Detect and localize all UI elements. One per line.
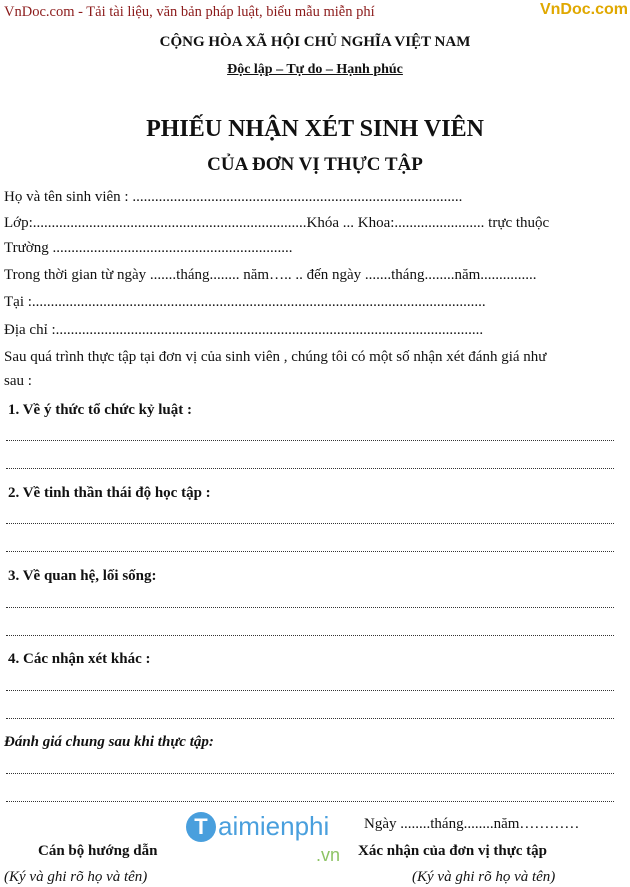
watermark-brand: aimienphi bbox=[218, 811, 330, 841]
field-period[interactable]: Trong thời gian từ ngày .......tháng........ năm….. .. đến ngày .......tháng........năm............... bbox=[4, 267, 537, 283]
field-school[interactable]: Trường ................................................................ bbox=[4, 240, 293, 256]
section-heading: 3. Về quan hệ, lối sống: bbox=[8, 568, 157, 584]
section-heading: 2. Về tinh thần thái độ học tập : bbox=[8, 485, 211, 501]
page-subtitle: CỦA ĐƠN VỊ THỰC TẬP bbox=[207, 154, 423, 175]
blank-line[interactable] bbox=[6, 773, 614, 774]
national-motto: Độc lập – Tự do – Hạnh phúc bbox=[227, 62, 403, 77]
blank-line[interactable] bbox=[6, 523, 614, 524]
site-tagline: VnDoc.com - Tải tài liệu, văn bản pháp luật, biểu mẫu miễn phí bbox=[4, 4, 375, 20]
site-logo[interactable]: VnDoc.com bbox=[539, 1, 628, 18]
blank-line[interactable] bbox=[6, 690, 614, 691]
national-title: CỘNG HÒA XÃ HỘI CHỦ NGHĨA VIỆT NAM bbox=[159, 34, 471, 50]
blank-line[interactable] bbox=[6, 635, 614, 636]
field-address[interactable]: Địa chỉ :.................................................................................................................. bbox=[4, 322, 484, 338]
left-signature-note: (Ký và ghi rõ họ và tên) bbox=[4, 869, 148, 885]
taimienphi-watermark bbox=[186, 810, 354, 870]
blank-line[interactable] bbox=[6, 607, 614, 608]
right-signature-title: Xác nhận của đơn vị thực tập bbox=[358, 843, 548, 859]
field-student-name[interactable]: Họ và tên sinh viên : ........................................................................................ bbox=[4, 189, 463, 205]
right-signature-note: (Ký và ghi rõ họ và tên) bbox=[412, 869, 556, 885]
section-heading: 4. Các nhận xét khác : bbox=[8, 651, 151, 667]
field-class[interactable]: Lớp:.........................................................................Khóa ... Khoa:........................ trực thuộc bbox=[4, 215, 550, 231]
left-signature-title: Cán bộ hướng dẫn bbox=[38, 843, 158, 859]
field-place[interactable]: Tại :......................................................................................................................... bbox=[4, 294, 486, 310]
page-title: PHIẾU NHẬN XÉT SINH VIÊN bbox=[146, 116, 484, 142]
intro-text: Sau quá trình thực tập tại đơn vị của sinh viên , chúng tôi có một số nhận xét đánh giá như bbox=[4, 349, 547, 365]
section-heading: 1. Về ý thức tổ chức kỷ luật : bbox=[8, 402, 192, 418]
blank-line[interactable] bbox=[6, 440, 614, 441]
intro-text-cont: sau : bbox=[4, 373, 32, 389]
blank-line[interactable] bbox=[6, 801, 614, 802]
blank-line[interactable] bbox=[6, 551, 614, 552]
blank-line[interactable] bbox=[6, 468, 614, 469]
watermark-suffix: .vn bbox=[316, 845, 341, 865]
overall-heading: Đánh giá chung sau khi thực tập: bbox=[4, 734, 214, 750]
watermark-t-icon: T bbox=[186, 812, 216, 842]
date-line[interactable]: Ngày ........tháng........năm………… bbox=[364, 816, 580, 832]
blank-line[interactable] bbox=[6, 718, 614, 719]
